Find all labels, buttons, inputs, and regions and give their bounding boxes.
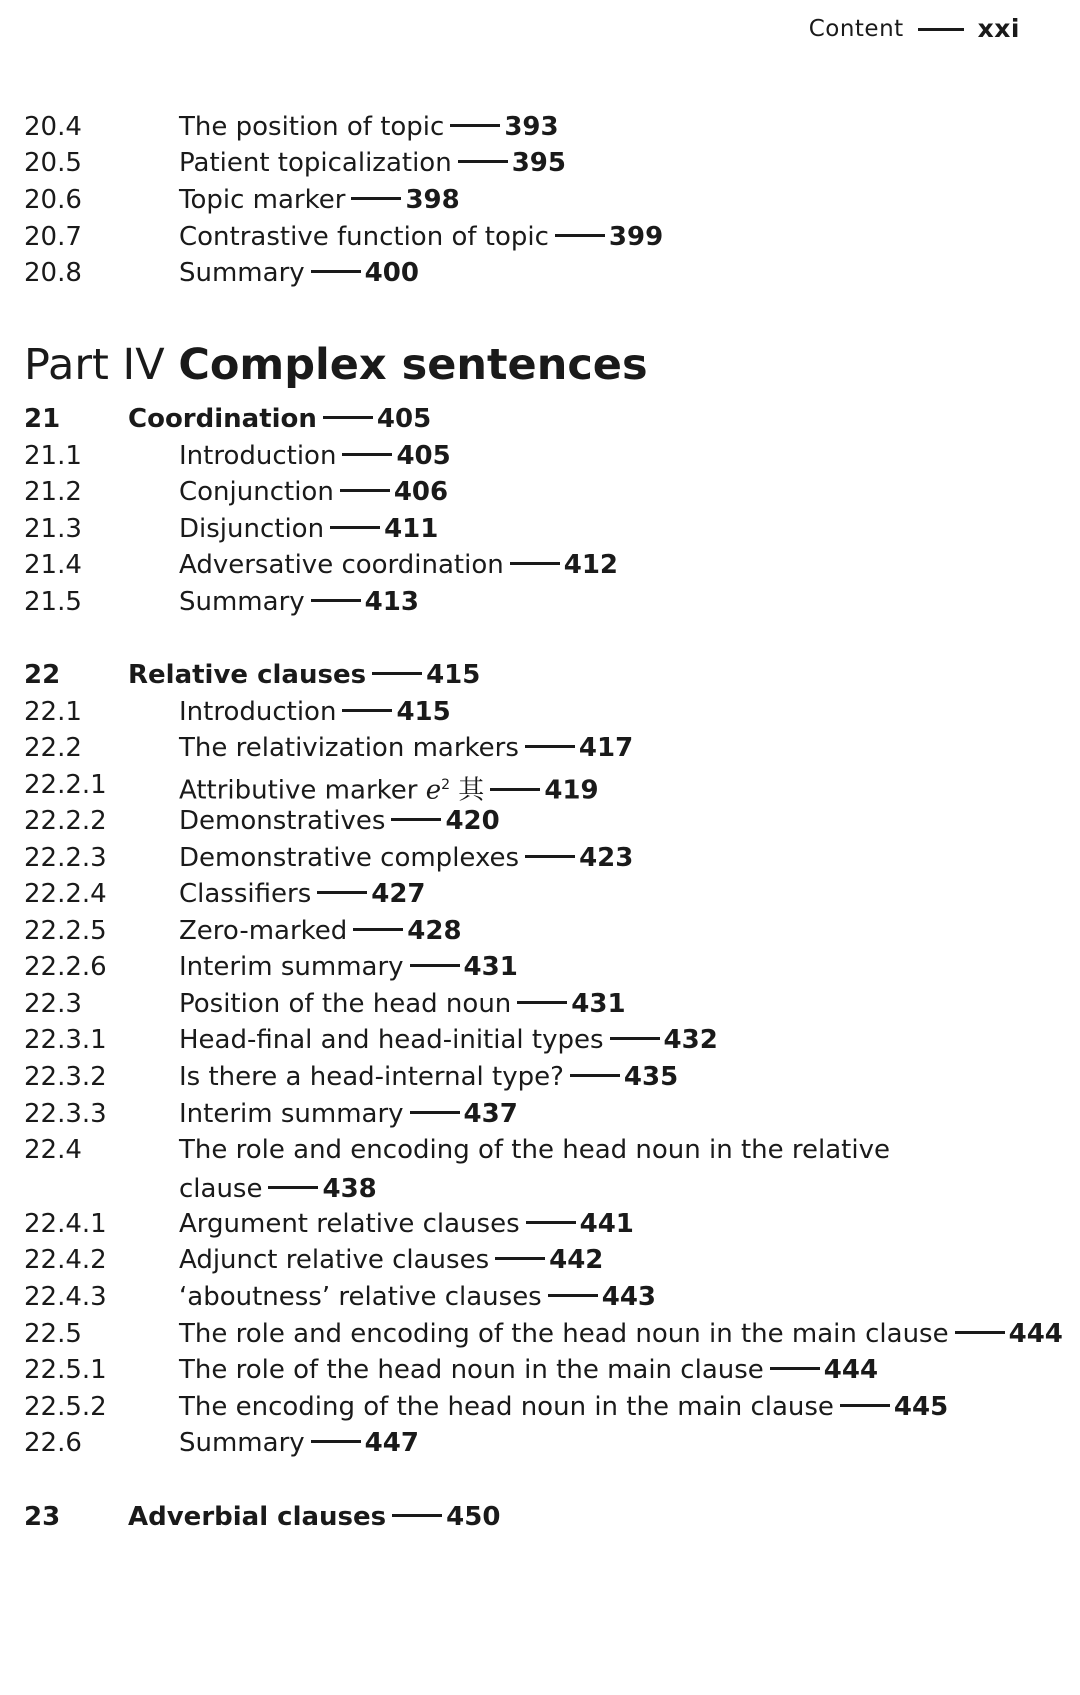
part-heading	[24, 340, 648, 390]
entry-page: 423	[579, 843, 634, 873]
entry-number: 22.2.2	[24, 806, 107, 836]
leader-dash	[311, 599, 361, 602]
chapter-number: 21	[24, 404, 61, 434]
header-page-number: xxi	[977, 14, 1020, 43]
entry-title: Disjunction	[179, 514, 325, 544]
leader-dash	[410, 1111, 460, 1114]
entry-number: 22.2.6	[24, 952, 107, 982]
entry-number: 21.1	[24, 441, 82, 471]
entry-title: Head-final and head-initial types	[179, 1025, 604, 1055]
entry-title-wrap	[179, 1058, 678, 1096]
leader-dash	[495, 1257, 545, 1260]
leader-dash	[268, 1186, 318, 1189]
leader-dash	[340, 489, 390, 492]
entry-number: 22.3	[24, 989, 82, 1019]
leader-dash	[410, 964, 460, 967]
entry-page: 442	[549, 1245, 604, 1275]
entry-page: 411	[384, 514, 439, 544]
entry-page: 417	[578, 733, 634, 763]
entry-number: 22.3.3	[24, 1099, 107, 1129]
leader-dash	[525, 745, 575, 748]
entry-number: 20.7	[24, 222, 82, 252]
entry-number: 22.2.3	[24, 843, 107, 873]
entry-page: 412	[563, 550, 619, 580]
entry-title-wrap	[179, 254, 419, 292]
entry-page: 435	[623, 1062, 679, 1092]
entry-title: Is there a head-internal type?	[179, 1062, 564, 1092]
leader-dash	[353, 928, 403, 931]
entry-page: 395	[511, 148, 566, 178]
entry-title: Adjunct relative clauses	[179, 1245, 490, 1275]
entry-title: Argument relative clauses	[179, 1209, 520, 1239]
leader-dash	[570, 1074, 620, 1077]
entry-title: Summary	[179, 587, 305, 617]
entry-page: 419	[544, 775, 599, 806]
entry-number: 22.4	[24, 1135, 82, 1165]
entry-title: The role and encoding of the head noun in the main clause	[179, 1319, 949, 1349]
entry-page: 413	[364, 587, 419, 617]
entry-title: The role and encoding of the head noun in the relative	[179, 1135, 890, 1165]
leader-dash	[311, 270, 361, 273]
entry-title-superscript: 2	[441, 777, 451, 793]
entry-page: 415	[426, 660, 481, 690]
entry-title: ‘aboutness’ relative clauses	[179, 1282, 542, 1312]
entry-page: 420	[445, 806, 500, 836]
entry-title: Introduction	[179, 697, 337, 727]
entry-title: The position of topic	[179, 112, 445, 142]
leader-dash	[392, 1514, 442, 1517]
entry-page: 405	[376, 404, 432, 434]
entry-page: 444	[823, 1355, 879, 1385]
entry-title: Adversative coordination	[179, 550, 504, 580]
entry-number: 22.2.4	[24, 879, 107, 909]
entry-title-wrap	[179, 546, 618, 584]
entry-title-line2: clause	[179, 1174, 263, 1204]
entry-number: 22.5.1	[24, 1355, 107, 1385]
entry-title-wrap	[179, 583, 419, 621]
entry-title-wrap	[179, 144, 566, 182]
entry-title-wrap	[179, 1205, 634, 1243]
leader-dash	[342, 453, 392, 456]
entry-title: Patient topicalization	[179, 148, 452, 178]
entry-title: The relativization markers	[179, 733, 519, 763]
entry-number: 21.2	[24, 477, 82, 507]
leader-dash	[391, 818, 441, 821]
chapter-title: Adverbial clauses	[128, 1502, 387, 1532]
entry-title-wrap	[179, 985, 626, 1023]
entry-title-wrap	[128, 1498, 500, 1536]
entry-title-wrap	[179, 181, 460, 219]
entry-page: 427	[371, 879, 426, 909]
entry-title-wrap	[179, 839, 633, 877]
running-header	[809, 14, 1020, 43]
entry-title: Summary	[179, 258, 305, 288]
entry-title: Introduction	[179, 441, 337, 471]
entry-page: 437	[463, 1099, 518, 1129]
entry-title: Conjunction	[179, 477, 334, 507]
entry-page: 447	[364, 1428, 419, 1458]
entry-page: 432	[663, 1025, 718, 1055]
entry-number: 22.4.2	[24, 1245, 107, 1275]
part-label: Part IV	[24, 340, 165, 390]
leader-dash	[330, 526, 380, 529]
entry-title-wrap	[179, 802, 500, 840]
leader-dash	[372, 672, 422, 675]
entry-title-wrap	[128, 400, 431, 438]
leader-dash	[458, 160, 508, 163]
entry-number: 20.8	[24, 258, 82, 288]
entry-title-wrap	[179, 437, 451, 475]
entry-number: 22.2.5	[24, 916, 107, 946]
leader-dash	[517, 1001, 567, 1004]
entry-title-wrap	[179, 948, 518, 986]
leader-dash	[770, 1367, 820, 1370]
header-dash	[918, 28, 964, 31]
entry-page: 400	[364, 258, 419, 288]
entry-page: 443	[601, 1282, 657, 1312]
entry-title: Position of the head noun	[179, 989, 512, 1019]
header-section: Content	[808, 15, 904, 42]
entry-page: 398	[405, 185, 460, 215]
entry-title: Summary	[179, 1428, 305, 1458]
entry-title-wrap	[179, 875, 426, 913]
entry-title-wrap	[179, 218, 663, 256]
entry-number: 22.4.3	[24, 1282, 107, 1312]
entry-number: 22.6	[24, 1428, 82, 1458]
entry-page: 393	[504, 112, 559, 142]
entry-title-wrap	[179, 473, 448, 511]
leader-dash	[311, 1440, 361, 1443]
leader-dash	[610, 1037, 660, 1040]
entry-title: Topic marker	[179, 185, 346, 215]
entry-number: 22.5.2	[24, 1392, 107, 1422]
entry-title: Contrastive function of topic	[179, 222, 549, 252]
leader-dash	[351, 197, 401, 200]
entry-title: Attributive marker	[179, 775, 418, 806]
entry-title: The role of the head noun in the main clause	[179, 1355, 764, 1385]
entry-number: 20.5	[24, 148, 82, 178]
entry-number: 20.6	[24, 185, 82, 215]
entry-title-wrap	[179, 1241, 603, 1279]
entry-title-wrap	[179, 510, 438, 548]
entry-title: Interim summary	[179, 952, 404, 982]
entry-title-wrap	[179, 729, 633, 767]
leader-dash	[317, 891, 367, 894]
entry-title-wrap	[179, 1424, 419, 1462]
leader-dash	[526, 1221, 576, 1224]
entry-title: Demonstratives	[179, 806, 386, 836]
chapter-title: Relative clauses	[128, 660, 367, 690]
entry-title: The encoding of the head noun in the main clause	[179, 1392, 834, 1422]
entry-title-wrap	[179, 1351, 878, 1389]
leader-dash	[840, 1404, 890, 1407]
chapter-title: Coordination	[128, 404, 317, 434]
leader-dash	[555, 234, 605, 237]
entry-page: 415	[396, 697, 451, 727]
entry-title: Zero-marked	[179, 916, 348, 946]
entry-number: 21.4	[24, 550, 82, 580]
entry-number: 22.3.1	[24, 1025, 107, 1055]
chapter-number: 22	[24, 660, 61, 690]
leader-dash	[510, 562, 560, 565]
leader-dash	[548, 1294, 598, 1297]
entry-title: Classifiers	[179, 879, 312, 909]
entry-number: 22.2.1	[24, 770, 107, 800]
leader-dash	[323, 416, 373, 419]
entry-number: 22.4.1	[24, 1209, 107, 1239]
leader-dash	[955, 1331, 1005, 1334]
entry-title-wrap	[179, 693, 451, 731]
entry-title-wrap	[179, 1095, 518, 1133]
entry-title-wrap	[179, 1388, 948, 1426]
entry-page: 399	[608, 222, 664, 252]
leader-dash	[525, 855, 575, 858]
entry-title-wrap	[179, 1021, 718, 1059]
entry-page: 450	[446, 1502, 501, 1532]
entry-number: 21.5	[24, 587, 82, 617]
leader-dash	[450, 124, 500, 127]
entry-number: 22.5	[24, 1319, 82, 1349]
entry-title-italic: e	[425, 775, 442, 806]
entry-page: 431	[463, 952, 518, 982]
entry-title-wrap	[179, 108, 559, 146]
entry-page: 428	[407, 916, 462, 946]
entry-number: 22.2	[24, 733, 82, 763]
entry-title-line2-wrap	[179, 1170, 377, 1208]
entry-title: Interim summary	[179, 1099, 404, 1129]
entry-page: 438	[322, 1174, 377, 1204]
entry-title-wrap	[179, 1278, 656, 1316]
entry-title: Demonstrative complexes	[179, 843, 520, 873]
entry-title-character: 其	[458, 775, 485, 806]
entry-number: 22.3.2	[24, 1062, 107, 1092]
entry-page: 431	[571, 989, 626, 1019]
entry-number: 20.4	[24, 112, 82, 142]
leader-dash	[342, 709, 392, 712]
entry-number: 21.3	[24, 514, 82, 544]
entry-page: 445	[893, 1392, 949, 1422]
entry-page: 406	[393, 477, 449, 507]
entry-page: 444	[1008, 1319, 1063, 1349]
entry-title-wrap	[179, 912, 462, 950]
entry-page: 441	[579, 1209, 634, 1239]
chapter-number: 23	[24, 1502, 61, 1532]
entry-title-wrap	[128, 656, 480, 694]
leader-dash	[490, 788, 540, 791]
entry-title-wrap	[179, 1315, 1063, 1353]
entry-page: 405	[396, 441, 451, 471]
entry-number: 22.1	[24, 697, 82, 727]
part-title: Complex sentences	[178, 340, 648, 390]
